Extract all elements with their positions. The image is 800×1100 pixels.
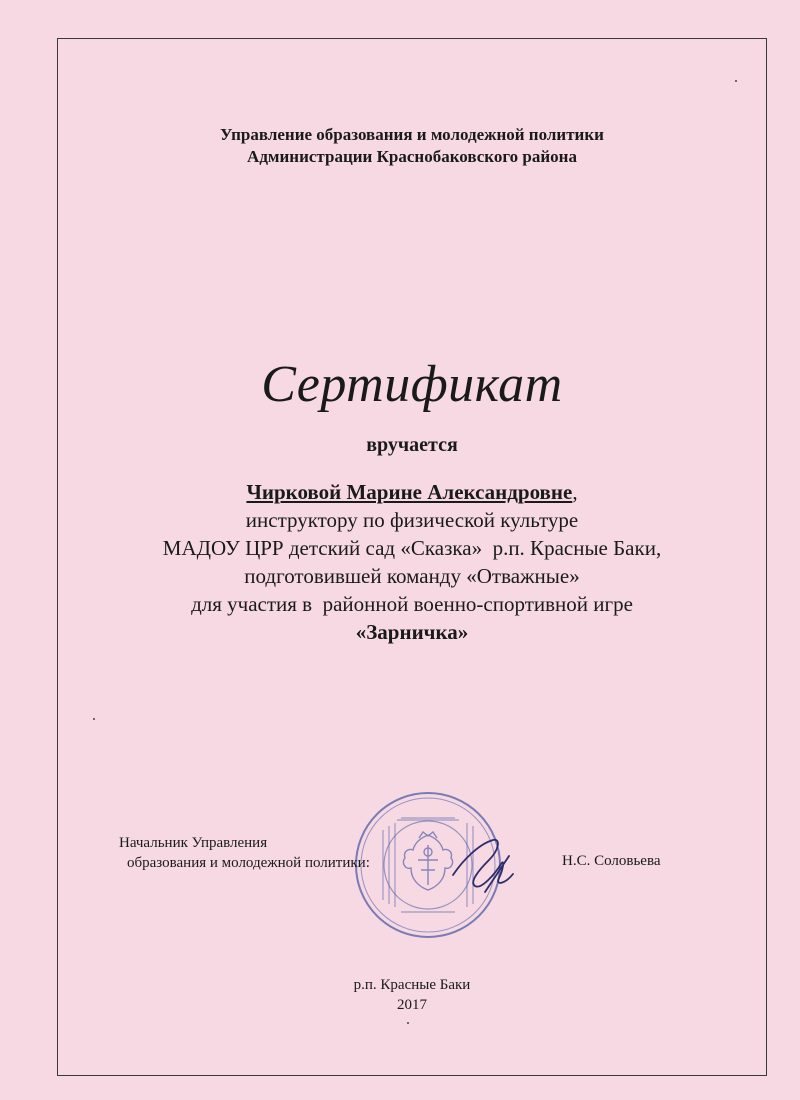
game-name: «Зарничка»: [355, 620, 469, 644]
issuer-header: [57, 124, 767, 168]
signatory-position: [119, 833, 370, 873]
recipient-comma: ,: [572, 480, 578, 504]
body-line-4: подготовившей команду «Отважные»: [244, 564, 580, 588]
footer-year: 2017: [397, 997, 427, 1013]
speck: [407, 1022, 409, 1024]
position-line-1: Начальник Управления: [119, 835, 268, 851]
signatory-name: Н.С. Соловьева: [562, 853, 661, 869]
recipient-name: Чирковой Марине Александровне: [246, 480, 573, 504]
handwritten-signature-icon: [445, 830, 525, 900]
speck: [93, 718, 95, 720]
body-line-3: МАДОУ ЦРР детский сад «Сказка» р.п. Красные Баки,: [162, 536, 662, 560]
certificate-title: Сертификат: [261, 356, 563, 413]
speck: [735, 80, 737, 82]
recipient-line: [57, 478, 767, 506]
issuer-line-1: Управление образования и молодежной политики: [220, 125, 604, 144]
certificate-body: [57, 478, 767, 646]
position-line-2: образования и молодежной политики:: [127, 855, 370, 871]
footer: [57, 975, 767, 1015]
footer-place: р.п. Красные Баки: [353, 977, 471, 993]
body-line-5: для участия в районной военно-спортивной игре: [191, 592, 633, 616]
issuer-line-2: Администрации Краснобаковского района: [247, 147, 577, 166]
body-line-2: инструктору по физической культуре: [245, 508, 579, 532]
awarded-label: вручается: [366, 434, 458, 456]
